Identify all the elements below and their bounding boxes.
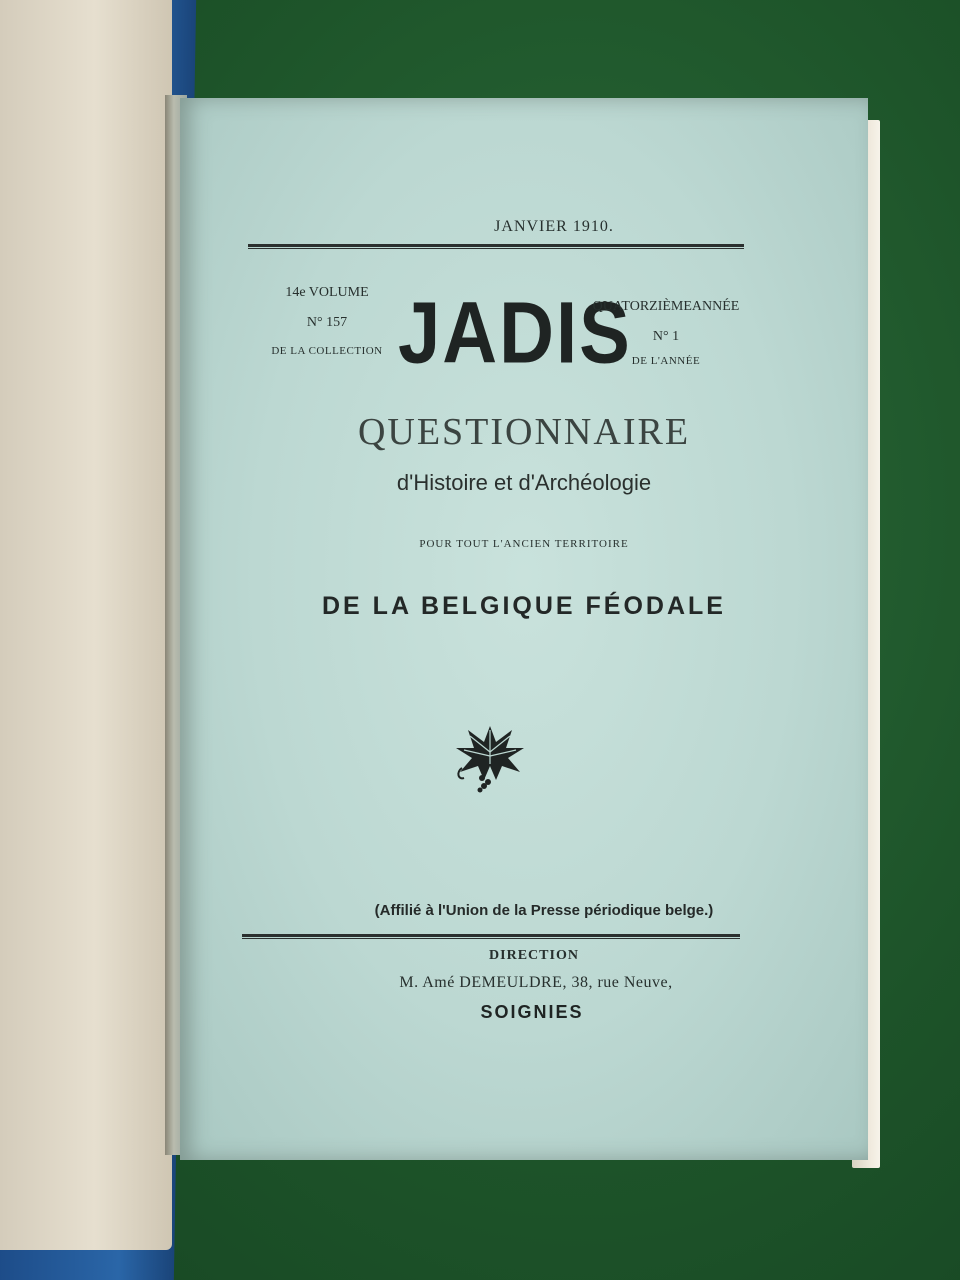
topics-subheading: d'Histoire et d'Archéologie — [396, 470, 652, 495]
top-rule — [248, 244, 744, 247]
vine-leaf-icon — [450, 716, 530, 796]
collection-label: DE LA COLLECTION — [271, 345, 383, 357]
journal-title: JADIS — [398, 284, 632, 382]
volume-label: 14e VOLUME — [285, 285, 369, 300]
publisher-address: M. Amé DEMEULDRE, 38, rue Neuve, — [399, 974, 673, 991]
title-page — [180, 98, 868, 1160]
issue-number: N° 1 — [652, 328, 680, 344]
top-rule-thin — [248, 248, 744, 249]
collection-number: N° 157 — [306, 314, 348, 330]
affiliation-note: (Affilié à l'Union de la Presse périodique belge.) — [374, 902, 714, 919]
bottom-rule — [242, 934, 740, 937]
scope-line: POUR TOUT L'ANCIEN TERRITOIRE — [419, 538, 629, 550]
year-suffix-label: DE L'ANNÉE — [631, 355, 701, 367]
year-label: QUATORZIÈMEANNÉE — [592, 299, 740, 314]
region-heading: DE LA BELGIQUE FÉODALE — [322, 592, 726, 620]
issue-date: JANVIER 1910. — [494, 218, 614, 235]
direction-label: DIRECTION — [489, 948, 579, 963]
questionnaire-heading: QUESTIONNAIRE — [357, 411, 691, 453]
publisher-city: SOIGNIES — [480, 1002, 584, 1022]
bottom-rule-thin — [242, 938, 740, 939]
left-blank-page — [0, 0, 172, 1250]
masthead-right — [576, 298, 756, 369]
masthead-left — [252, 284, 402, 359]
